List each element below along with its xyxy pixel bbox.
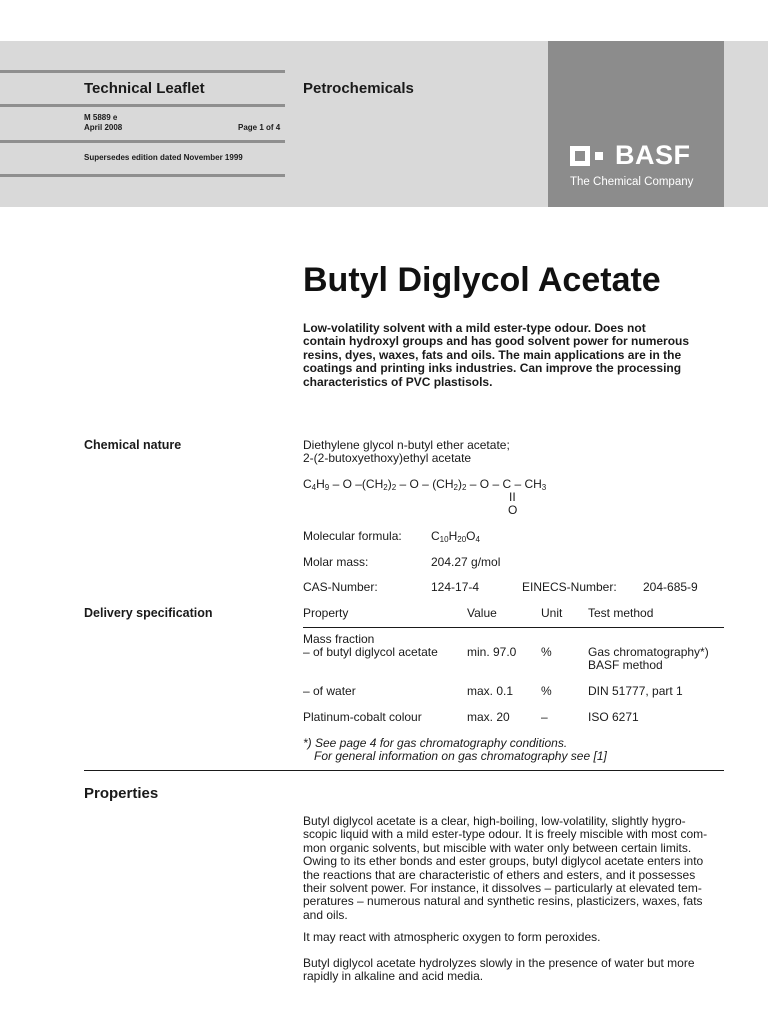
spec-value: max. 0.1 bbox=[467, 684, 514, 698]
brand-name: BASF bbox=[615, 140, 691, 170]
text-line: their solvent power. For instance, it dissolves – particularly at elevated tem- bbox=[303, 881, 702, 896]
text-line: scopic liquid with a mild ester-type odour. It is freely miscible with most com- bbox=[303, 827, 708, 842]
spec-unit: % bbox=[541, 645, 552, 659]
basf-logo-mark-icon bbox=[570, 146, 606, 166]
header-rule bbox=[0, 104, 285, 107]
header-rule bbox=[0, 174, 285, 177]
spec-method: DIN 51777, part 1 bbox=[588, 684, 683, 698]
einecs-label: EINECS-Number: bbox=[522, 580, 617, 594]
leaflet-title: Technical Leaflet bbox=[84, 80, 205, 97]
text-line: the reactions that are characteristic of ethers and esters, and it possesses bbox=[303, 867, 696, 882]
chemical-name: 2-(2-butoxyethoxy)ethyl acetate bbox=[303, 451, 472, 466]
structural-formula: $C_4H_9$ – O $-(CH_2)_2$ – O – $(CH_2)_2$ – O – C – $CH_3$ bbox=[303, 477, 547, 492]
spec-method: Gas chromatography*) bbox=[588, 645, 709, 659]
delivery-heading: Delivery specification bbox=[84, 606, 213, 620]
text-line: Owing to its ether bonds and ester groups, butyl diglycol acetate enters into bbox=[303, 854, 704, 869]
doc-number: M 5889 e bbox=[84, 113, 118, 122]
spec-value: min. 97.0 bbox=[467, 645, 517, 659]
column-header-value: Value bbox=[467, 606, 497, 620]
footnote: *) See page 4 for gas chromatography conditions. bbox=[303, 736, 568, 750]
doc-date: April 2008 bbox=[84, 123, 123, 132]
spec-method: ISO 6271 bbox=[588, 710, 639, 724]
double-bond-mark: II bbox=[509, 490, 516, 504]
einecs-value: 204-685-9 bbox=[643, 580, 698, 594]
properties-heading: Properties bbox=[84, 785, 159, 802]
supersedes-note: Supersedes edition dated November 1999 bbox=[84, 153, 243, 162]
summary-line: Low-volatility solvent with a mild ester-type odour. Does not bbox=[303, 321, 646, 335]
spec-value: max. 20 bbox=[467, 710, 510, 724]
mass-fraction-label: Mass fraction bbox=[303, 632, 375, 646]
spec-property: Platinum-cobalt colour bbox=[303, 710, 422, 724]
spec-property: – of butyl diglycol acetate bbox=[303, 645, 438, 659]
header-rule bbox=[0, 140, 285, 143]
header-rule bbox=[0, 70, 285, 73]
molar-mass-value: 204.27 g/mol bbox=[431, 555, 501, 569]
column-header-property: Property bbox=[303, 606, 349, 620]
summary-line: resins, dyes, waxes, fats and oils. The main applications are in the bbox=[303, 347, 682, 362]
molecular-formula-label: Molecular formula: bbox=[303, 529, 402, 543]
page-number: Page 1 of 4 bbox=[238, 123, 281, 132]
summary-line: contain hydroxyl groups and has good solvent power for numerous bbox=[303, 334, 690, 349]
column-header-test-method: Test method bbox=[588, 606, 654, 620]
properties-paragraph bbox=[303, 815, 743, 922]
carbonyl-oxygen: O bbox=[508, 503, 518, 517]
molecular-formula-value: $C_{10}H_{20}O_4$ bbox=[431, 529, 480, 544]
section-divider bbox=[84, 770, 724, 771]
spec-unit: % bbox=[541, 684, 552, 698]
molar-mass-label: Molar mass: bbox=[303, 555, 369, 569]
properties-paragraph: It may react with atmospheric oxygen to form peroxides. bbox=[303, 930, 601, 944]
text-line: Butyl diglycol acetate hydrolyzes slowly in the presence of water but more bbox=[303, 956, 695, 970]
brand-tagline: The Chemical Company bbox=[570, 176, 694, 188]
text-line: rapidly in alkaline and acid media. bbox=[303, 969, 484, 984]
text-line: and oils. bbox=[303, 907, 348, 922]
product-title: Butyl Diglycol Acetate bbox=[303, 261, 661, 299]
cas-label: CAS-Number: bbox=[303, 580, 378, 594]
column-header-unit: Unit bbox=[541, 606, 563, 620]
chemical-names bbox=[303, 439, 510, 466]
footnote: For general information on gas chromatography see [1] bbox=[314, 749, 607, 763]
spec-method-secondary: BASF method bbox=[588, 658, 663, 672]
properties-paragraph bbox=[303, 957, 695, 984]
table-header-rule bbox=[303, 627, 724, 628]
category-label: Petrochemicals bbox=[303, 80, 414, 97]
spec-unit: – bbox=[541, 710, 548, 724]
cas-value: 124-17-4 bbox=[431, 580, 480, 594]
summary-line: characteristics of PVC plastisols. bbox=[303, 374, 493, 389]
text-line: mon organic solvents, but miscible with water only between certain limits. bbox=[303, 840, 692, 855]
chemical-name: Diethylene glycol n-butyl ether acetate; bbox=[303, 438, 510, 452]
product-summary bbox=[303, 322, 743, 389]
summary-line: coatings and printing inks industries. Can improve the processing bbox=[303, 361, 682, 376]
chemical-nature-heading: Chemical nature bbox=[84, 438, 182, 452]
spec-property: – of water bbox=[303, 684, 356, 698]
text-line: peratures – numerous natural and synthetic resins, plasticizers, waxes, fats bbox=[303, 894, 703, 909]
text-line: Butyl diglycol acetate is a clear, high-boiling, low-volatility, slightly hygro- bbox=[303, 814, 686, 828]
